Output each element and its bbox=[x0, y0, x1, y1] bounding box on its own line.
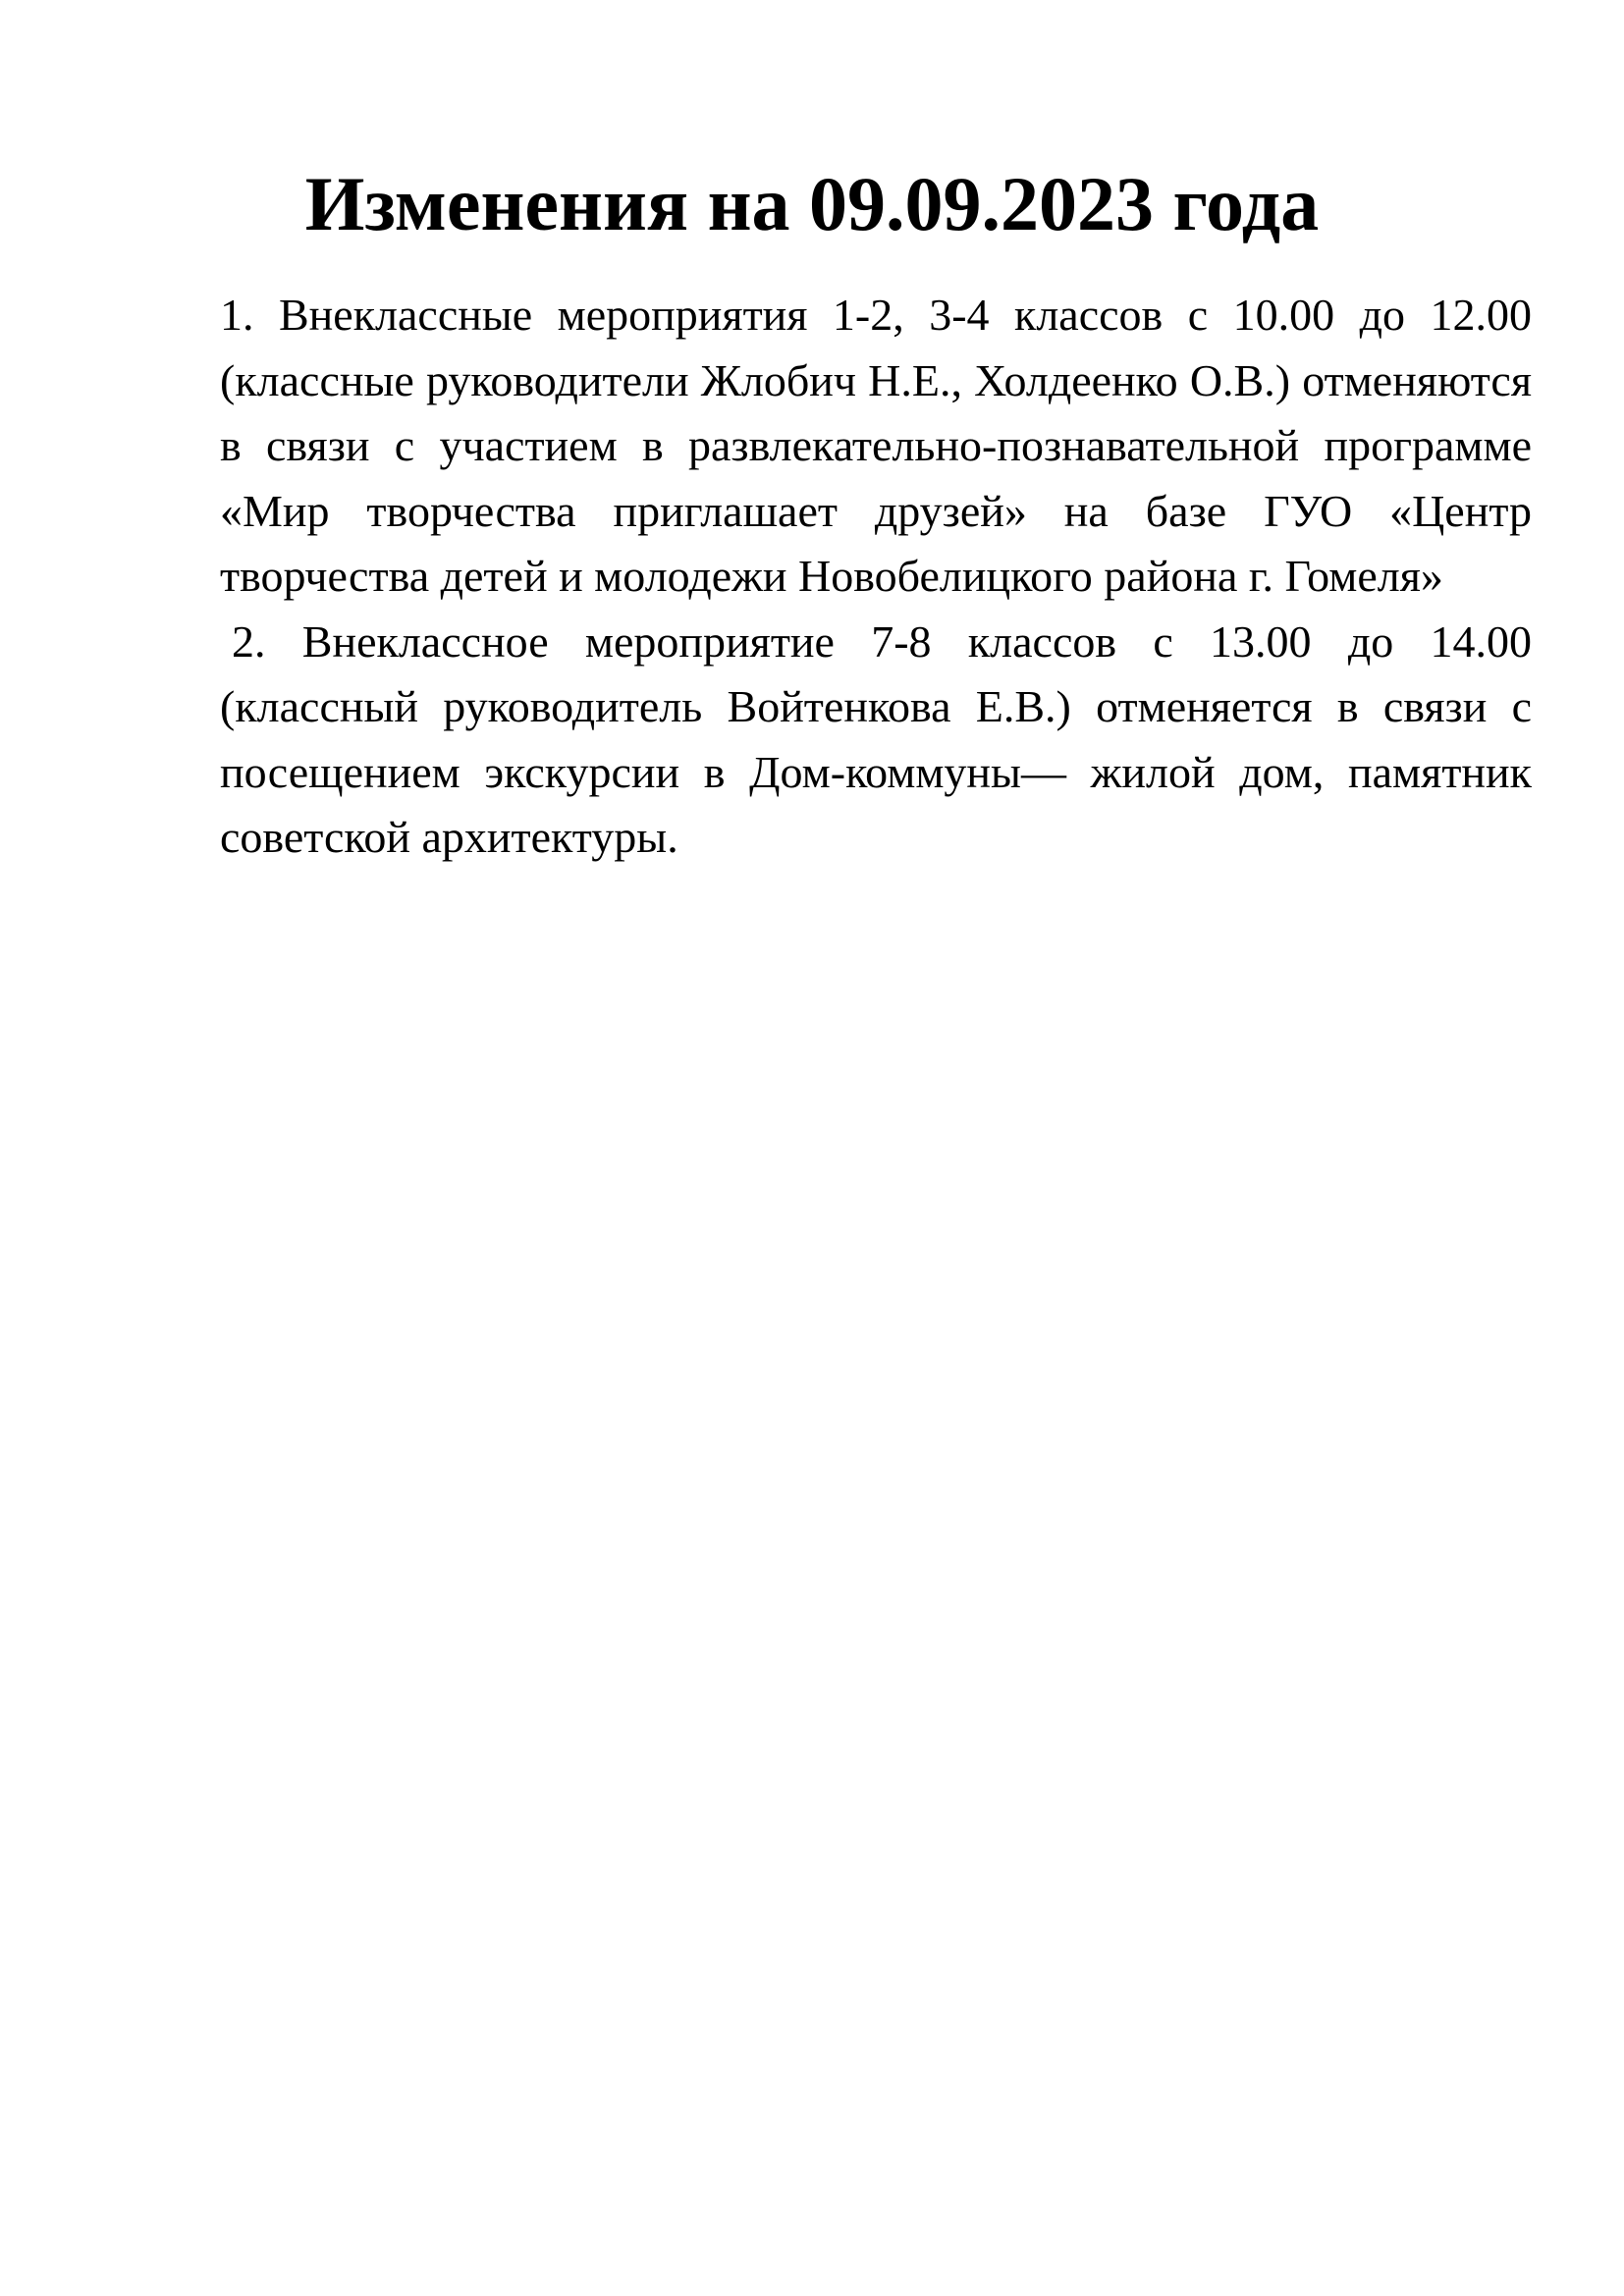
paragraph-item-2: 2. Внеклассное мероприятие 7-8 классов с 13.00 до 14.00 (классный руководитель Войтенкова Е.В.) отменяется в связи с посещением экскурсии в Дом-коммуны— жилой дом, памятник советской архитектуры. bbox=[220, 615, 1532, 862]
paragraph-item-1: 1. Внеклассные мероприятия 1-2, 3-4 классов с 10.00 до 12.00 (классные руководители Жлобич Н.Е., Холдеенко О.В.) отменяются в связи с участием в развлекательно-познавательной программе «Мир творчества приглашает друзей» на базе ГУО «Центр творчества детей и молодежи Новобелицкого района г. Гомеля» bbox=[220, 290, 1532, 601]
document-title: Изменения на 09.09.2023 года bbox=[304, 161, 1320, 246]
document-body bbox=[220, 283, 1532, 871]
